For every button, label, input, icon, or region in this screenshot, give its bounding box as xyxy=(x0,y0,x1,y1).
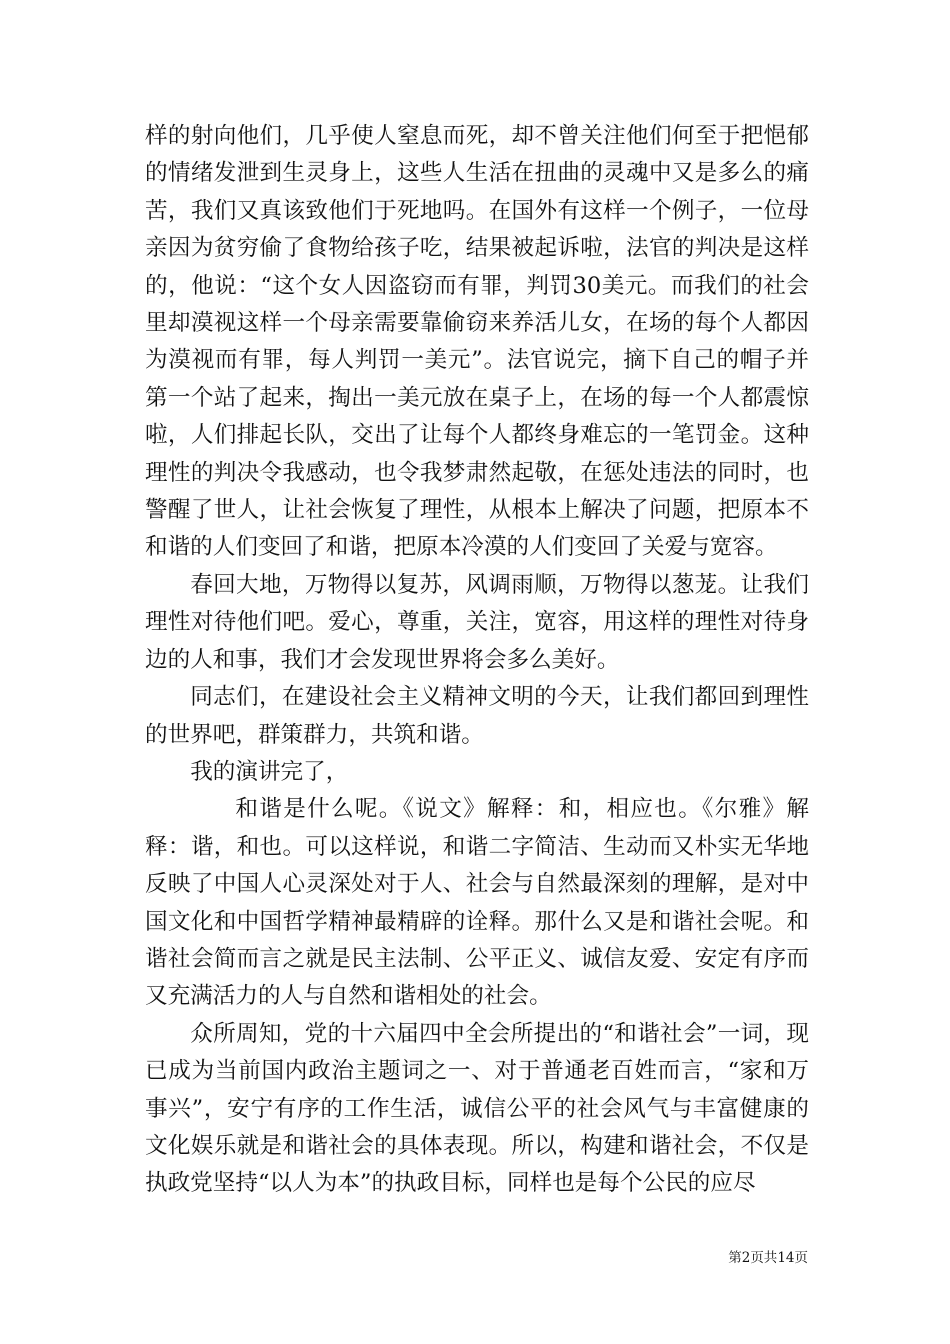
paragraph-closing: 我的演讲完了， xyxy=(190,758,349,785)
page-footer xyxy=(0,1249,808,1267)
footer-prefix: 第 xyxy=(728,1250,742,1266)
body-text xyxy=(145,118,809,1203)
paragraph-comrades: 同志们，在建设社会主义精神文明的今天，让我们都回到理性的世界吧，群策群力，共筑和谐。 xyxy=(145,684,809,748)
footer-middle: 页共 xyxy=(750,1250,778,1266)
paragraph-harmonious-society: 众所周知，党的十六届四中全会所提出的“和谐社会”一词，现已成为当前国内政治主题词之一、对于普通老百姓而言，“家和万事兴”，安宁有序的工作生活，诚信公平的社会风气与丰富健康的文化娱乐就是和谐社会的具体表现。所以，构建和谐社会，不仅是执政党坚持“以人为本”的执政目标，同样也是每个公民的应尽 xyxy=(145,1020,809,1197)
footer-total-pages: 14 xyxy=(777,1250,795,1266)
footer-current-page: 2 xyxy=(741,1250,751,1266)
paragraph-spring: 春回大地，万物得以复苏，风调雨顺，万物得以葱茏。让我们理性对待他们吧。爱心，尊重，关注，宽容，用这样的理性对待身边的人和事，我们才会发现世界将会多么美好。 xyxy=(145,571,809,673)
footer-suffix: 页 xyxy=(794,1250,808,1266)
paragraph-continuation: 样的射向他们，几乎使人窒息而死，却不曾关注他们何至于把悒郁的情绪发泄到生灵身上，这些人生活在扭曲的灵魂中又是多么的痛苦，我们又真该致他们于死地吗。在国外有这样一个例子，一位母亲因为贫穷偷了食物给孩子吃，结果被起诉啦，法官的判决是这样的，他说：“这个女人因盗窃而有罪，判罚30美元。而我们的社会里却漠视这样一个母亲需要靠偷窃来养活儿女，在场的每个人都因为漠视而有罪，每人判罚一美元”。法官说完，摘下自己的帽子并第一个站了起来，掏出一美元放在桌子上，在场的每一个人都震惊啦，人们排起长队，交出了让每个人都终身难忘的一笔罚金。这种理性的判决令我感动，也令我梦肃然起敬，在惩处违法的同时，也警醒了世人，让社会恢复了理性，从根本上解决了问题，把原本不和谐的人们变回了和谐，把原本冷漠的人们变回了关爱与宽容。 xyxy=(145,123,809,561)
paragraph-harmony-definition: 和谐是什么呢。《说文》解释：和，相应也。《尔雅》解释：谐，和也。可以这样说，和谐二字简洁、生动而又朴实无华地反映了中国人心灵深处对于人、社会与自然最深刻的理解，是对中国文化和中国哲学精神最精辟的诠释。那什么又是和谐社会呢。和谐社会简而言之就是民主法制、公平正义、诚信友爱、安定有序而又充满活力的人与自然和谐相处的社会。 xyxy=(145,796,809,1010)
